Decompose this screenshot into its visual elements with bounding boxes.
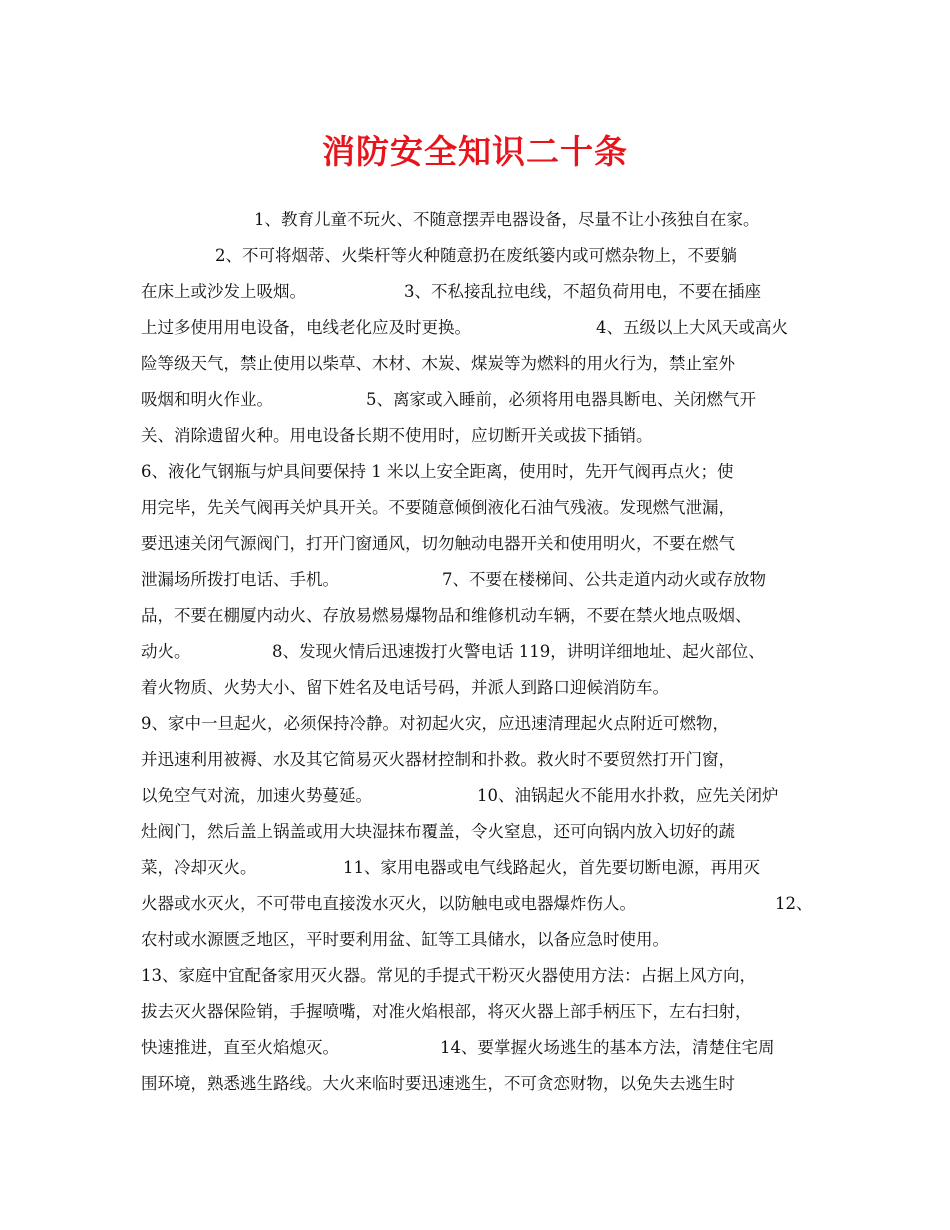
text-segment: 7、不要在楼梯间、公共走道内动火或存放物 <box>442 570 766 589</box>
text-segment: 围环境，熟悉逃生路线。大火来临时要迅速逃生，不可贪恋财物，以免失去逃生时 <box>141 1074 735 1093</box>
text-segment: 快速推进，直至火焰熄灭。 <box>141 1038 339 1057</box>
text-segment: 用完毕，先关气阀再关炉具开关。不要随意倾倒液化石油气残液。发现燃气泄漏， <box>141 498 735 517</box>
text-segment: 着火物质、火势大小、留下姓名及电话号码，并派人到路口迎候消防车。 <box>141 678 669 697</box>
text-segment: 在床上或沙发上吸烟。 <box>141 282 306 301</box>
text-segment: 泄漏场所拨打电话、手机。 <box>141 570 339 589</box>
text-segment: 13、家庭中宜配备家用灭火器。常见的手提式干粉灭火器使用方法：占据上风方向， <box>141 966 756 985</box>
text-segment: 要迅速关闭气源阀门，打开门窗通风，切勿触动电器开关和使用明火，不要在燃气 <box>141 534 735 553</box>
text-segment: 8、发现火情后迅速拨打火警电话 119，讲明详细地址、起火部位、 <box>272 642 765 661</box>
text-segment: 动火。 <box>141 642 191 661</box>
text-segment: 灶阀门，然后盖上锅盖或用大块湿抹布覆盖，令火窒息，还可向锅内放入切好的蔬 <box>141 822 735 841</box>
text-segment: 上过多使用用电设备，电线老化应及时更换。 <box>141 318 471 337</box>
text-segment: 14、要掌握火场逃生的基本方法，清楚住宅周 <box>440 1038 775 1057</box>
text-segment: 11、家用电器或电气线路起火，首先要切断电源，再用灭 <box>343 858 760 877</box>
text-segment: 菜，冷却灭火。 <box>141 858 257 877</box>
text-segment: 拔去灭火器保险销，手握喷嘴，对准火焰根部，将灭火器上部手柄压下，左右扫射， <box>141 1002 752 1021</box>
text-segment: 10、油锅起火不能用水扑救，应先关闭炉 <box>477 786 779 805</box>
text-segment: 4、五级以上大风天或高火 <box>596 318 788 337</box>
text-segment: 9、家中一旦起火，必须保持冷静。对初起火灾，应迅速清理起火点附近可燃物， <box>141 714 729 733</box>
text-segment: 3、不私接乱拉电线，不超负荷用电，不要在插座 <box>404 282 761 301</box>
text-segment: 险等级天气，禁止使用以柴草、木材、木炭、煤炭等为燃料的用火行为，禁止室外 <box>141 354 735 373</box>
text-segment: 品，不要在棚厦内动火、存放易燃易爆物品和维修机动车辆，不要在禁火地点吸烟、 <box>141 606 752 625</box>
text-segment: 5、离家或入睡前，必须将用电器具断电、关闭燃气开 <box>366 390 756 409</box>
text-segment: 并迅速利用被褥、水及其它简易灭火器材控制和扑救。救火时不要贸然打开门窗， <box>141 750 735 769</box>
text-segment: 2、不可将烟蒂、火柴杆等火种随意扔在废纸篓内或可燃杂物上，不要躺 <box>215 246 737 265</box>
text-segment: 12、 <box>775 894 813 913</box>
text-segment: 农村或水源匮乏地区，平时要利用盆、缸等工具储水，以备应急时使用。 <box>141 930 669 949</box>
text-segment: 6、液化气钢瓶与炉具间要保持 1 米以上安全距离，使用时，先开气阀再点火；使 <box>141 462 734 481</box>
text-segment: 关、消除遗留火种。用电设备长期不使用时，应切断开关或拔下插销。 <box>141 426 653 445</box>
text-segment: 吸烟和明火作业。 <box>141 390 273 409</box>
text-segment: 以免空气对流，加速火势蔓延。 <box>141 786 372 805</box>
text-segment: 1、教育儿童不玩火、不随意摆弄电器设备，尽量不让小孩独自在家。 <box>254 210 760 229</box>
document-title: 消防安全知识二十条 <box>322 132 628 171</box>
text-segment: 火器或水灭火，不可带电直接泼水灭火，以防触电或电器爆炸伤人。 <box>141 894 636 913</box>
